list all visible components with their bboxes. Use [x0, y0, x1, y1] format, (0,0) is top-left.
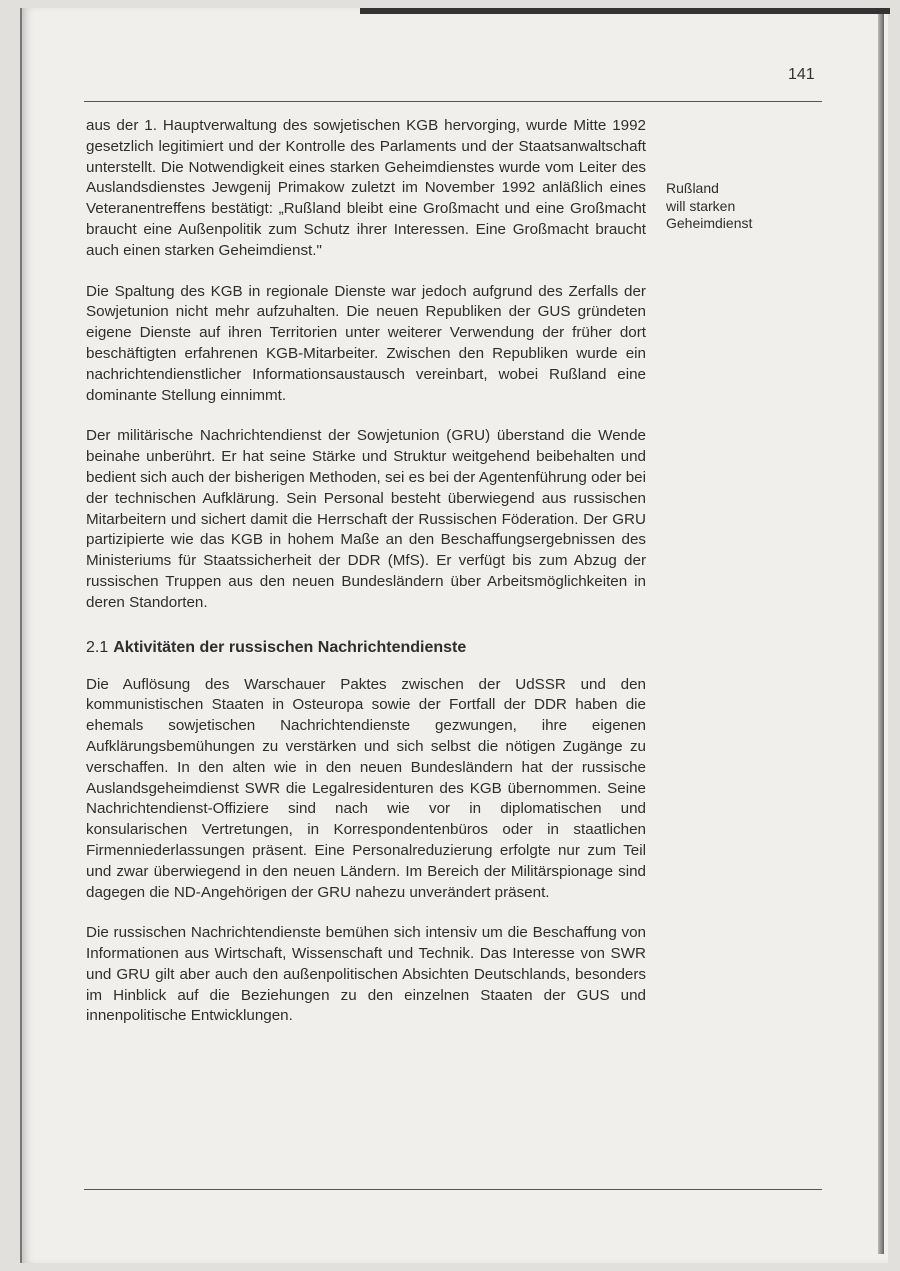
section-number: 2.1 — [86, 638, 109, 656]
page-number: 141 — [788, 66, 815, 83]
footer-rule — [84, 1189, 822, 1190]
section-heading — [86, 638, 646, 658]
main-text-column — [86, 116, 646, 1047]
page-top-edge — [360, 8, 890, 14]
paragraph: Die Auflösung des Warschauer Paktes zwischen der UdSSR und den kommunistischen Staaten in Osteuropa sowie der Fortfall der DDR haben die ehemals sowjetischen Nachrichtendienste gezwungen, ihre eigenen Aufklärungsbemühungen zu verstärken und sich selbst die nötigen Zugänge zu verschaffen. In den alten wie in den neuen Bundesländern hat der russische Auslandsgeheimdienst SWR die Legalresidenturen des KGB übernommen. Seine Nachrichtendienst-Offiziere sind nach wie vor in diplomatischen und konsularischen Vertretungen, in Korrespondentenbüros oder in staatlichen Firmenniederlassungen präsent. Eine Personalreduzierung erfolgte nur zum Teil und zwar überwiegend in den neuen Ländern. Im Bereich der Militärspionage sind dagegen die ND-Angehörigen der GRU nahezu unverändert präsent. — [86, 675, 646, 901]
section-title: Aktivitäten der russischen Nachrichtendienste — [113, 638, 467, 656]
margin-note — [666, 180, 816, 233]
paragraph: Die Spaltung des KGB in regionale Dienste war jedoch aufgrund des Zerfalls der Sowjetunion nicht mehr aufzuhalten. Die neuen Republiken der GUS gründeten eigene Dienste auf ihren Territorien unter weiterer Verwendung der früher dort beschäftigten erfahrenen KGB-Mitarbeiter. Zwischen den Republiken wurde ein nachrichtendienstlicher Informationsaustausch vereinbart, wobei Rußland eine dominante Stellung einnimmt. — [86, 282, 646, 404]
paragraph: aus der 1. Hauptverwaltung des sowjetischen KGB hervorging, wurde Mitte 1992 gesetzlich legitimiert und der Kontrolle des Parlaments und der Staatsanwaltschaft unterstellt. Die Notwendigkeit eines starken Geheimdienstes wurde vom Leiter des Auslandsdienstes Jewgenij Primakow zuletzt im November 1992 anläßlich eines Veteranentreffens bestätigt: „Rußland bleibt eine Großmacht und eine Großmacht braucht eine Außenpolitik zum Schutz ihrer Interessen. Eine Großmacht braucht auch einen starken Geheimdienst." — [86, 117, 646, 259]
header-rule — [84, 101, 822, 102]
page-right-edge — [878, 14, 884, 1254]
margin-note-line: Geheimdienst — [666, 215, 753, 231]
margin-note-line: will starken — [666, 197, 736, 214]
paragraph: Die russischen Nachrichtendienste bemühen sich intensiv um die Beschaffung von Informationen aus Wirtschaft, Wissenschaft und Technik. Das Interesse von SWR und GRU gilt aber auch den außenpolitischen Absichten Deutschlands, besonders im Hinblick auf die Beziehungen zu den einzelnen Staaten der GUS und innenpolitische Entwicklungen. — [86, 924, 646, 1025]
paragraph: Der militärische Nachrichtendienst der Sowjetunion (GRU) überstand die Wende beinahe unberührt. Er hat seine Stärke und Struktur weitgehend beibehalten und bedient sich auch der bisherigen Methoden, sei es bei der Agentenführung oder bei der technischen Aufklärung. Sein Personal besteht überwiegend aus russischen Mitarbeitern und sichert damit die Herrschaft der Russischen Föderation. Der GRU partizipierte wie das KGB in hohem Maße an den Beschaffungsergebnissen des Ministeriums für Staatssicherheit der DDR (MfS). Er verfügt bis zum Abzug der russischen Truppen aus den neuen Bundesländern über Arbeitsmöglichkeiten in deren Standorten. — [86, 427, 646, 611]
margin-note-line: Rußland — [666, 180, 719, 196]
